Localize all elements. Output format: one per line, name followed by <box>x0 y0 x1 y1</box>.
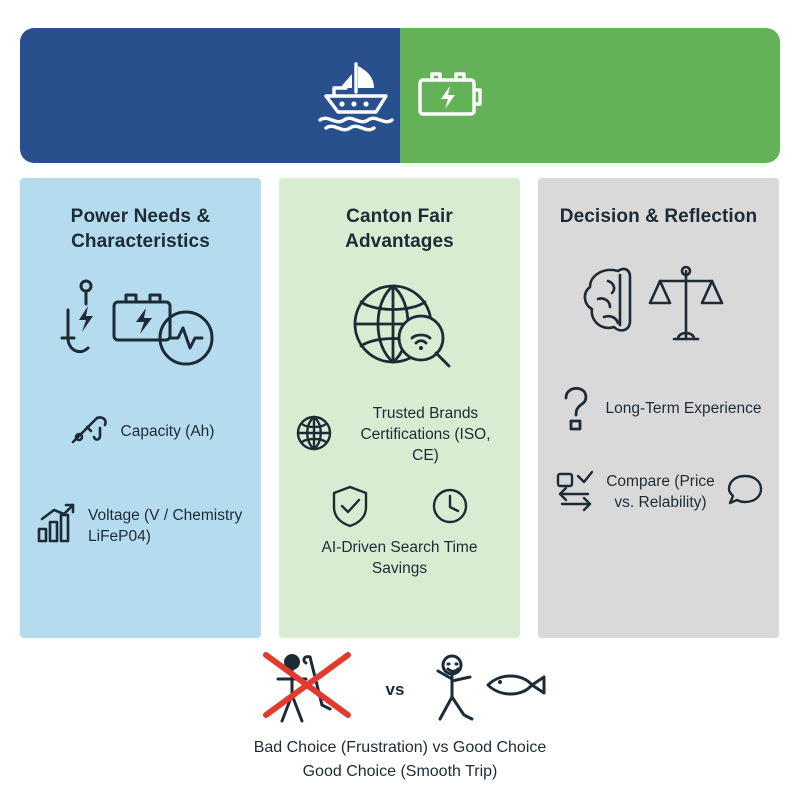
column-decision-reflection <box>538 178 779 638</box>
question-mark-icon <box>556 383 596 436</box>
column-hero-icons <box>337 276 463 384</box>
shield-check-icon <box>329 483 371 534</box>
list-item <box>34 410 247 455</box>
list-item <box>34 501 247 552</box>
column-group <box>20 178 780 638</box>
column-title: Decision & Reflection <box>559 206 758 227</box>
compare-arrows-icon <box>552 468 596 517</box>
header-banner <box>20 28 780 163</box>
globe-wifi-magnifier-icon <box>337 276 463 385</box>
banner-icon-group <box>20 28 780 163</box>
frustrated-angler-crossed-out-icon <box>252 649 372 732</box>
column-hero-icons <box>46 276 236 384</box>
list-item-label: AI-Driven Search Time Savings <box>321 538 478 577</box>
list-item <box>552 383 765 436</box>
list-item-label: Capacity (Ah) <box>120 423 215 441</box>
list-item-label: Compare (Price vs. Relability) <box>606 472 715 511</box>
footer-caption <box>254 736 547 784</box>
battery-bolt-icon <box>414 66 488 126</box>
globe-icon <box>293 412 335 459</box>
clock-icon <box>429 485 471 532</box>
fish-hook-bolt-icon <box>62 281 93 352</box>
speech-bubble-icon <box>725 471 765 514</box>
column-canton-fair-advantages <box>279 178 520 638</box>
vs-label: vs <box>385 680 405 699</box>
footer-caption-line-1: Bad Choice (Frustration) vs Good Choice <box>253 739 547 756</box>
column-power-needs <box>20 178 261 638</box>
list-item-label: Voltage (V / Chemistry LiFeP04) <box>88 506 243 545</box>
footer-comparison <box>0 650 800 784</box>
brain-icon <box>584 269 629 330</box>
fish-icon <box>488 676 544 694</box>
column-hero-icons <box>574 251 744 359</box>
column-title: Canton Fair Advantages <box>345 206 454 253</box>
footer-caption-line-2: Good Choice (Smooth Trip) <box>302 763 498 780</box>
fishing-boat-icon <box>312 58 400 134</box>
list-item <box>293 404 506 467</box>
bar-chart-arrow-icon <box>34 501 78 552</box>
list-item-label: Long-Term Experience <box>605 400 762 418</box>
fishing-rod-icon <box>67 410 111 455</box>
balance-scale-icon <box>650 267 722 339</box>
column-title: Power Needs & Characteristics <box>70 206 211 253</box>
list-item <box>293 483 506 580</box>
list-item-icon-row <box>293 483 506 534</box>
happy-angler-with-fish-icon <box>418 649 548 732</box>
list-item-label: Trusted Brands Certifications (ISO, CE) <box>360 405 491 464</box>
footer-graphic <box>252 650 549 730</box>
list-item <box>552 468 765 517</box>
